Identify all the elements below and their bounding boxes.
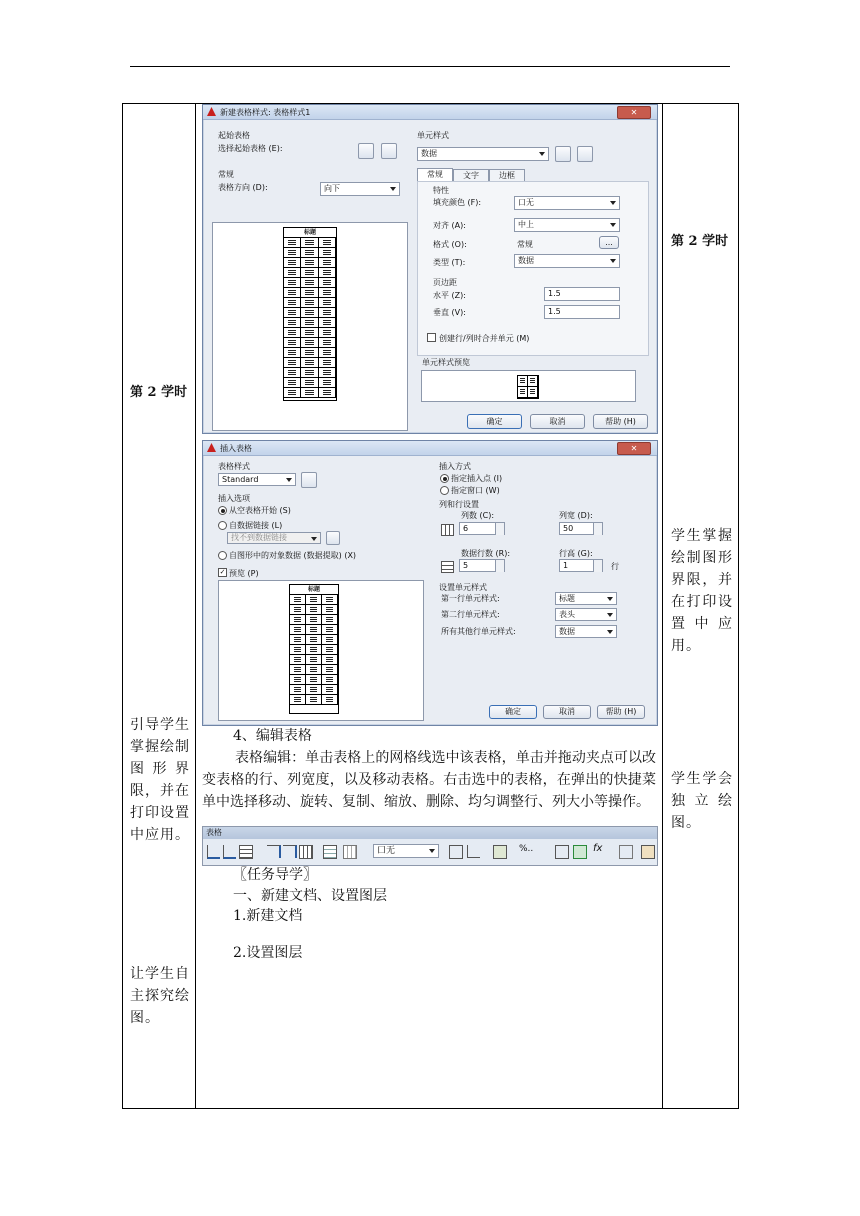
preview-table xyxy=(283,227,337,401)
col-width-input[interactable] xyxy=(559,522,603,535)
chevron-down-icon xyxy=(429,849,435,853)
preview-cell xyxy=(301,238,318,248)
first-row-label: 第一行单元样式: xyxy=(441,594,500,603)
alignment-icon[interactable] xyxy=(467,845,480,858)
ok-button[interactable]: 确定 xyxy=(489,705,537,719)
cell-fill-select[interactable] xyxy=(373,844,439,858)
spinner-icon[interactable] xyxy=(495,560,504,572)
preview-cell xyxy=(301,358,318,368)
columns-icon xyxy=(441,524,454,536)
row-height-label: 行高 (G): xyxy=(559,549,593,558)
preview-cell xyxy=(301,318,318,328)
table-direction-label: 表格方向 (D): xyxy=(218,183,268,192)
preview-cell xyxy=(290,645,306,655)
preview-cell xyxy=(528,376,538,387)
empty-table-radio[interactable] xyxy=(218,506,227,515)
preview-cell xyxy=(306,625,322,635)
preview-cell xyxy=(319,238,336,248)
cell-borders-icon[interactable] xyxy=(449,845,463,859)
table-style-value: Standard xyxy=(222,475,259,484)
preview-cell xyxy=(301,328,318,338)
preview-cell xyxy=(290,635,306,645)
other-rows-value: 数据 xyxy=(559,627,575,636)
ok-button[interactable]: 确定 xyxy=(467,414,522,429)
preview-cell xyxy=(319,378,336,388)
vertical-label: 垂直 (V): xyxy=(433,308,466,317)
preview-cell xyxy=(301,258,318,268)
table-style-dialog-icon[interactable] xyxy=(301,472,317,488)
preview-table-header: 标题 xyxy=(284,228,336,238)
table-direction-value: 向下 xyxy=(324,184,340,193)
tab-text[interactable]: 文字 xyxy=(453,169,489,181)
right-hours-label: 第 2 学时 xyxy=(671,234,729,249)
preview-cell xyxy=(284,258,301,268)
insert-column-left-icon[interactable] xyxy=(267,845,281,858)
cell-fill-value: 口无 xyxy=(377,846,396,856)
preview-cell xyxy=(528,387,538,398)
preview-cell xyxy=(319,288,336,298)
row-col-settings-label: 列和行设置 xyxy=(439,500,479,509)
preview-cell xyxy=(319,338,336,348)
chevron-down-icon xyxy=(610,201,616,205)
cancel-button[interactable]: 取消 xyxy=(530,414,585,429)
cancel-button[interactable]: 取消 xyxy=(543,705,591,719)
preview-cell xyxy=(301,368,318,378)
table-direction-select[interactable] xyxy=(320,182,400,196)
preview-cell xyxy=(518,387,528,398)
insert-options-label: 插入选项 xyxy=(218,494,250,503)
properties-label: 特性 xyxy=(433,186,449,195)
unmerge-cells-icon[interactable] xyxy=(343,845,357,859)
preview-cell xyxy=(322,605,338,615)
preview-cell xyxy=(319,348,336,358)
cell-style-value: 数据 xyxy=(421,149,437,158)
manage-cell-styles-icon[interactable] xyxy=(577,146,593,162)
chevron-down-icon xyxy=(311,537,317,541)
preview-cell xyxy=(306,665,322,675)
align-select[interactable] xyxy=(514,218,620,232)
preview-cell xyxy=(301,268,318,278)
preview-cell xyxy=(306,695,322,705)
cell-preview-table xyxy=(517,375,539,399)
preview-cell xyxy=(290,595,306,605)
preview-cell xyxy=(306,605,322,615)
preview-cell xyxy=(284,238,301,248)
preview-cell xyxy=(284,288,301,298)
data-rows-value: 5 xyxy=(463,561,469,570)
preview-cell xyxy=(306,685,322,695)
table-toolbar xyxy=(202,826,658,866)
preview-cell xyxy=(284,348,301,358)
preview-cell xyxy=(319,388,336,398)
empty-table-label: 从空表格开始 (S) xyxy=(229,506,291,515)
chevron-down-icon xyxy=(286,478,292,482)
delete-row-icon[interactable] xyxy=(239,845,253,859)
insert-column-right-icon[interactable] xyxy=(283,845,297,858)
insert-window-radio[interactable] xyxy=(440,486,449,495)
header-rule xyxy=(130,66,730,67)
preview-cell xyxy=(319,248,336,258)
preview-cell xyxy=(319,328,336,338)
data-link-label: 自数据链接 (L) xyxy=(229,521,283,530)
preview-cell xyxy=(301,378,318,388)
insert-table-dialog xyxy=(202,440,658,726)
dialog-titlebar xyxy=(203,441,657,456)
match-cell-icon[interactable] xyxy=(619,845,633,859)
preview-cell xyxy=(284,328,301,338)
preview-cell xyxy=(290,605,306,615)
chevron-down-icon xyxy=(610,223,616,227)
other-rows-select[interactable] xyxy=(555,625,617,638)
object-data-label: 自图形中的对象数据 (数据提取) (X) xyxy=(229,551,357,560)
object-data-radio[interactable] xyxy=(218,551,227,560)
preview-cell xyxy=(290,625,306,635)
columns-label: 列数 (C): xyxy=(461,511,495,520)
preview-cell xyxy=(319,318,336,328)
margins-label: 页边距 xyxy=(433,278,457,287)
insert-point-radio[interactable] xyxy=(440,474,449,483)
table-style-select[interactable] xyxy=(218,473,296,486)
format-browse-button[interactable]: ... xyxy=(599,236,619,249)
preview-cell xyxy=(322,635,338,645)
tab-border[interactable]: 边框 xyxy=(489,169,525,181)
row-unit-label: 行 xyxy=(611,562,619,571)
preview-cell xyxy=(306,635,322,645)
chevron-down-icon xyxy=(539,152,545,156)
preview-cell xyxy=(322,675,338,685)
step1-new-document: 1.新建文档 xyxy=(233,908,303,924)
preview-cell xyxy=(301,248,318,258)
preview-cell xyxy=(322,615,338,625)
preview-cell xyxy=(284,358,301,368)
preview-cell xyxy=(290,665,306,675)
chevron-down-icon xyxy=(607,613,613,617)
preview-cell xyxy=(319,308,336,318)
preview-cell xyxy=(284,368,301,378)
new-table-style-dialog xyxy=(202,104,658,434)
merge-checkbox[interactable] xyxy=(427,333,436,342)
new-cell-style-icon[interactable] xyxy=(555,146,571,162)
data-link-select[interactable] xyxy=(227,532,321,544)
preview-cell xyxy=(284,308,301,318)
preview-cell xyxy=(301,308,318,318)
app-icon xyxy=(207,443,216,452)
help-button[interactable]: 帮助 (H) xyxy=(593,414,648,429)
preview-cell xyxy=(284,388,301,398)
preview-cell xyxy=(306,655,322,665)
insert-table-preview xyxy=(218,580,424,721)
columns-value: 6 xyxy=(463,524,469,533)
preview-checkbox[interactable]: ✓ xyxy=(219,568,226,576)
chevron-down-icon xyxy=(607,597,613,601)
data-link-radio[interactable] xyxy=(218,521,227,530)
close-icon[interactable]: ✕ xyxy=(617,442,651,455)
insert-row-above-icon[interactable] xyxy=(207,845,220,859)
edit-table-paragraph: 表格编辑：单击表格上的网格线选中该表格，单击并拖动夹点可以改变表格的行、列宽度，以及移动表格。右击选中的表格，在弹出的快捷菜单中选择移动、旋转、复制、缩放、删除、均匀调整行、列大小等操作。 xyxy=(202,750,656,810)
preview-cell xyxy=(284,278,301,288)
other-rows-label: 所有其他行单元样式: xyxy=(441,627,516,636)
data-format-label[interactable]: %.. xyxy=(519,844,534,854)
table-preview xyxy=(212,222,408,431)
preview-cell xyxy=(284,248,301,258)
heading-edit-table: 4、编辑表格 xyxy=(233,728,312,744)
insert-field-icon[interactable] xyxy=(573,845,587,859)
preview-cell xyxy=(284,318,301,328)
second-row-select[interactable] xyxy=(555,608,617,621)
preview-cell xyxy=(301,278,318,288)
data-link-placeholder: 找不到数据链接 xyxy=(231,533,287,542)
general-label: 常规 xyxy=(218,170,234,179)
insert-row-below-icon[interactable] xyxy=(223,845,236,859)
preview-cell xyxy=(301,348,318,358)
preview-cell xyxy=(301,288,318,298)
left-hours-label: 第 2 学时 xyxy=(130,385,188,400)
preview-cell xyxy=(322,655,338,665)
preview-cell xyxy=(301,338,318,348)
spinner-icon[interactable] xyxy=(593,523,602,535)
preview-cell xyxy=(322,595,338,605)
preview-cell xyxy=(290,655,306,665)
insert-window-label: 指定窗口 (W) xyxy=(451,486,500,495)
preview-table xyxy=(289,584,339,714)
cell-style-select[interactable] xyxy=(417,147,549,161)
data-rows-label: 数据行数 (R): xyxy=(461,549,511,558)
type-select[interactable] xyxy=(514,254,620,268)
table-style-label: 表格样式 xyxy=(218,462,250,471)
tab-general[interactable]: 常规 xyxy=(417,168,453,181)
delete-table-icon[interactable] xyxy=(381,143,397,159)
task-guide-title: 〖任务导学〗 xyxy=(233,867,317,883)
preview-cell xyxy=(301,298,318,308)
step1-heading: 一、新建文档、设置图层 xyxy=(233,888,387,904)
close-icon[interactable]: ✕ xyxy=(617,106,651,119)
preview-cell xyxy=(301,388,318,398)
preview-cell xyxy=(322,665,338,675)
preview-cell xyxy=(319,358,336,368)
preview-cell xyxy=(290,675,306,685)
preview-cell xyxy=(284,338,301,348)
preview-cell xyxy=(319,258,336,268)
first-row-select[interactable] xyxy=(555,592,617,605)
insert-block-icon[interactable] xyxy=(555,845,569,859)
toolbar-title: 表格 xyxy=(203,827,657,839)
dialog-title: 插入表格 xyxy=(220,444,252,453)
first-row-value: 标题 xyxy=(559,594,575,603)
type-label: 类型 (T): xyxy=(433,258,466,267)
vertical-input[interactable]: 1.5 xyxy=(544,305,620,319)
second-row-value: 表头 xyxy=(559,610,575,619)
data-rows-input[interactable] xyxy=(459,559,505,572)
data-link-manager-icon[interactable] xyxy=(326,531,340,545)
help-button[interactable]: 帮助 (H) xyxy=(597,705,645,719)
merge-cells-icon[interactable] xyxy=(323,845,337,859)
preview-cell xyxy=(319,298,336,308)
teacher-activity-cell xyxy=(123,104,196,1109)
preview-cell xyxy=(518,376,528,387)
chevron-down-icon xyxy=(610,259,616,263)
format-label: 格式 (O): xyxy=(433,240,467,249)
row-height-input[interactable] xyxy=(559,559,603,572)
student-activity-1: 学生掌握绘制图形界限，并在打印设置中应用。 xyxy=(671,528,733,654)
chevron-down-icon xyxy=(390,187,396,191)
insert-point-label: 指定插入点 (I) xyxy=(451,474,503,483)
spinner-icon[interactable] xyxy=(593,560,602,572)
rows-icon xyxy=(441,561,454,573)
preview-cell xyxy=(322,695,338,705)
cell-style-label: 单元样式 xyxy=(417,131,449,140)
preview-cell xyxy=(284,268,301,278)
chevron-down-icon xyxy=(607,630,613,634)
lock-icon[interactable] xyxy=(493,845,507,859)
preview-cell xyxy=(290,695,306,705)
preview-cell xyxy=(306,595,322,605)
row-height-value: 1 xyxy=(563,561,569,570)
preview-cell xyxy=(306,615,322,625)
fill-color-label: 填充颜色 (F): xyxy=(433,198,482,207)
teacher-activity-2: 让学生自主探究绘图。 xyxy=(130,966,190,1026)
preview-cell xyxy=(306,645,322,655)
app-icon xyxy=(207,107,216,116)
preview-checkbox-label: 预览 (P) xyxy=(229,569,259,578)
preview-cell xyxy=(322,625,338,635)
preview-cell xyxy=(319,268,336,278)
preview-cell xyxy=(322,685,338,695)
preview-cell xyxy=(306,675,322,685)
select-start-table-label: 选择起始表格 (E): xyxy=(218,144,283,153)
teacher-activity-1: 引导学生掌握绘制图形界限，并在打印设置中应用。 xyxy=(130,717,190,843)
preview-cell xyxy=(284,378,301,388)
student-activity-2: 学生学会独立绘图。 xyxy=(671,771,733,831)
align-label: 对齐 (A): xyxy=(433,221,466,230)
delete-column-icon[interactable] xyxy=(299,845,313,859)
type-value: 数据 xyxy=(518,256,534,265)
step1-set-layers: 2.设置图层 xyxy=(233,945,303,961)
dialog-titlebar xyxy=(203,105,657,120)
cell-preview-label: 单元样式预览 xyxy=(422,358,470,367)
align-value: 中上 xyxy=(518,220,534,229)
preview-cell xyxy=(322,645,338,655)
format-value: 常规 xyxy=(517,240,533,249)
preview-cell xyxy=(290,615,306,625)
preview-cell xyxy=(319,278,336,288)
insert-method-label: 插入方式 xyxy=(439,462,471,471)
link-cell-icon[interactable] xyxy=(641,845,655,859)
select-table-icon[interactable] xyxy=(358,143,374,159)
columns-input[interactable] xyxy=(459,522,505,535)
start-table-label: 起始表格 xyxy=(218,131,250,140)
spinner-icon[interactable] xyxy=(495,523,504,535)
dialog-title: 新建表格样式: 表格样式1 xyxy=(220,108,311,117)
fill-color-select[interactable] xyxy=(514,196,620,210)
second-row-label: 第二行单元样式: xyxy=(441,610,500,619)
horizontal-input[interactable]: 1.5 xyxy=(544,287,620,301)
preview-table-header: 标题 xyxy=(290,585,338,595)
col-width-label: 列宽 (D): xyxy=(559,511,593,520)
formula-icon[interactable]: fx xyxy=(593,843,603,854)
preview-cell xyxy=(284,298,301,308)
cell-styles-label: 设置单元样式 xyxy=(439,583,487,592)
fill-color-value: 口无 xyxy=(518,198,534,207)
col-width-value: 50 xyxy=(563,524,574,533)
horizontal-label: 水平 (Z): xyxy=(433,291,466,300)
preview-cell xyxy=(290,685,306,695)
preview-cell xyxy=(319,368,336,378)
cell-style-preview xyxy=(421,370,636,402)
merge-checkbox-label: 创建行/列时合并单元 (M) xyxy=(439,334,530,343)
